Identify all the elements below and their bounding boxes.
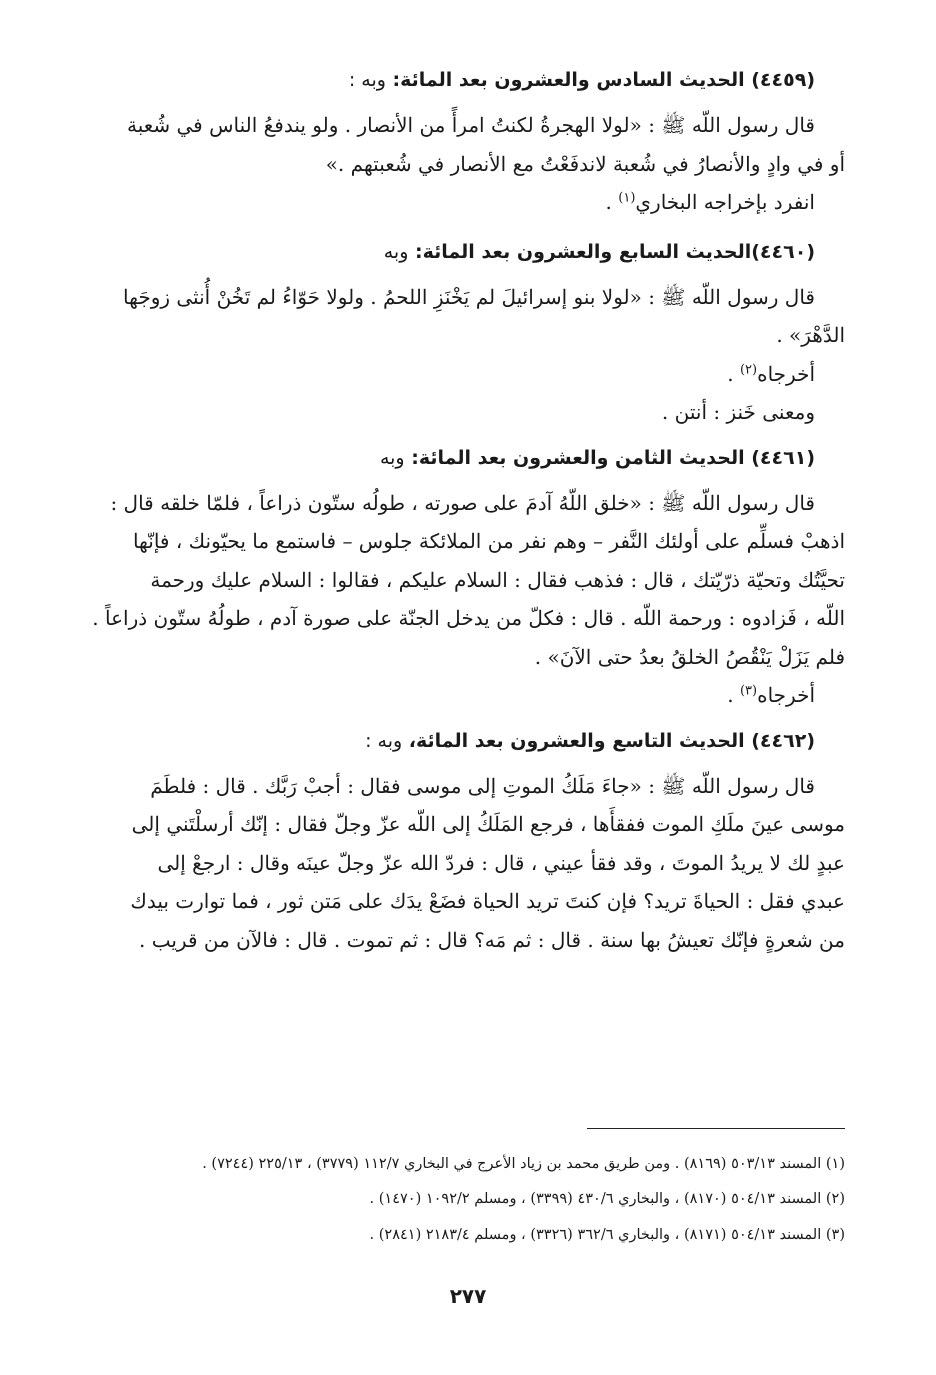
page-body (75, 60, 845, 959)
footnote-ref: (٣) (739, 683, 758, 699)
hadith-heading: (٤٤٥٩) الحديث السادس والعشرون بعد المائة: وبه : (348, 69, 815, 91)
footnote-1: (١) المسند ٥٠٣/١٣ (٨١٦٩) . ومن طريق محمد بن زياد الأعرج في البخاري ١١٢/٧ (٣٧٧٩) ، ٢٢٥/١٣ (٧٢٤٤) . (202, 1156, 845, 1172)
hadith-text (75, 278, 845, 355)
hadith-heading: (٤٤٦١) الحديث الثامن والعشرون بعد المائة: وبه (379, 446, 815, 469)
meaning-note: ومعنى خَنز : أنتن . (661, 400, 815, 424)
hadith-heading: (٤٤٦٢) الحديث التاسع والعشرون بعد المائة، وبه : (365, 729, 815, 752)
hadith-4461 (75, 438, 845, 715)
footnote-2: (٢) المسند ٥٠٤/١٣ (٨١٧٠) ، والبخاري ٤٣٠/٦ (٣٣٩٩) ، ومسلم ١٠٩٢/٢ (١٤٧٠) . (369, 1191, 845, 1207)
footnote-ref: (١) (618, 190, 636, 206)
text-line: فلم يَزَلْ يَنْقُصُ الخلقُ بعدُ حتى الآنَ» . (534, 644, 845, 669)
text-line: اللّه ، فَزادوه : ورحمة اللّه . قال : فكلّ من يدخل الجنّة على صورة آدم ، طولُهُ ستّون ذراعاً . (92, 606, 845, 630)
takhrij-note: أخرجاه$^{(٣)}$ . (727, 683, 815, 707)
hadith-text (75, 767, 845, 960)
takhrij-note: انفرد بإخراجه البخاري$^{(١)}$ . (605, 190, 815, 214)
text-line: قال رسول اللّه ﷺ : «لولا بنو إسرائيلَ لم يَخْنَزِ اللحمُ . ولولا حَوّاءُ لم تَخُنْ أُنثى زوجَها (123, 284, 815, 309)
text-line: موسى عينَ ملَكِ الموت ففقأَها ، فرجع المَلَكُ إلى اللّه عزّ وجلّ فقال : إنّك أرسلْتَني إلى (131, 812, 845, 836)
hadith-4462 (75, 721, 845, 960)
takhrij-note: أخرجاه$^{(٢)}$ . (727, 361, 815, 386)
text-line: عبدٍ لك لا يريدُ الموتَ ، وقد فقأ عيني ، قال : فردّ الله عزّ وجلّ عينَه وقال : ارجعْ إلى (157, 850, 845, 875)
text-line: قال رسول اللّه ﷺ : «خلق اللّهُ آدمَ على صورته ، طولُه ستّون ذراعاً ، فلمّا خلقه قال : (110, 490, 815, 515)
text-line: اذهبْ فسلِّم على أولئك النَّفر – وهم نفر من الملائكة جلوس – فاستمع ما يحيّونك ، فإنّها (132, 529, 845, 553)
footnote-divider (587, 1128, 845, 1129)
hadith-heading: (٤٤٦٠)الحديث السابع والعشرون بعد المائة: وبه (383, 240, 815, 263)
hadith-4459 (75, 60, 845, 222)
hadith-text (75, 484, 845, 677)
footnote-ref: (٢) (739, 361, 758, 377)
page-number: ٢٧٧ (449, 1284, 487, 1308)
text-line: قال رسول اللّه ﷺ : «لولا الهجرةُ لكنتُ امرأً من الأنصار . ولو يندفعُ الناس في شُعبة (126, 113, 815, 137)
footnote-3: (٣) المسند ٥٠٤/١٣ (٨١٧١) ، والبخاري ٣٦٢/٦ (٣٣٢٦) ، ومسلم ٢١٨٣/٤ (٢٨٤١) . (369, 1227, 845, 1243)
hadith-text (75, 106, 845, 183)
text-line: أو في وادٍ والأنصارُ في شُعبة لاندفَعْتُ مع الأنصار في شُعبتهم .» (325, 151, 845, 176)
hadith-4460 (75, 232, 845, 432)
text-line: قال رسول اللّه ﷺ : «جاءَ مَلَكُ الموتِ إلى موسى فقال : أجبْ رَبَّك . قال : فلطَمَ (150, 773, 815, 798)
text-line: من شعرةٍ فإنّك تعيشُ بها سنة . قال : ثم مَه؟ قال : ثم تموت . قال : فالآن من قريب . (138, 927, 845, 952)
text-line: تحيَّتُك وتحيّة ذرّيّتك ، قال : فذهب فقال : السلام عليكم ، فقالوا : السلام عليك ورحمة (150, 567, 845, 592)
text-line: الدَّهْرَ» . (776, 323, 845, 347)
text-line: عبدي فقل : الحياةَ تريد؟ فإن كنتَ تريد الحياة فضَعْ يدَك على مَتن ثور ، فما توارت بيدك (130, 889, 845, 913)
